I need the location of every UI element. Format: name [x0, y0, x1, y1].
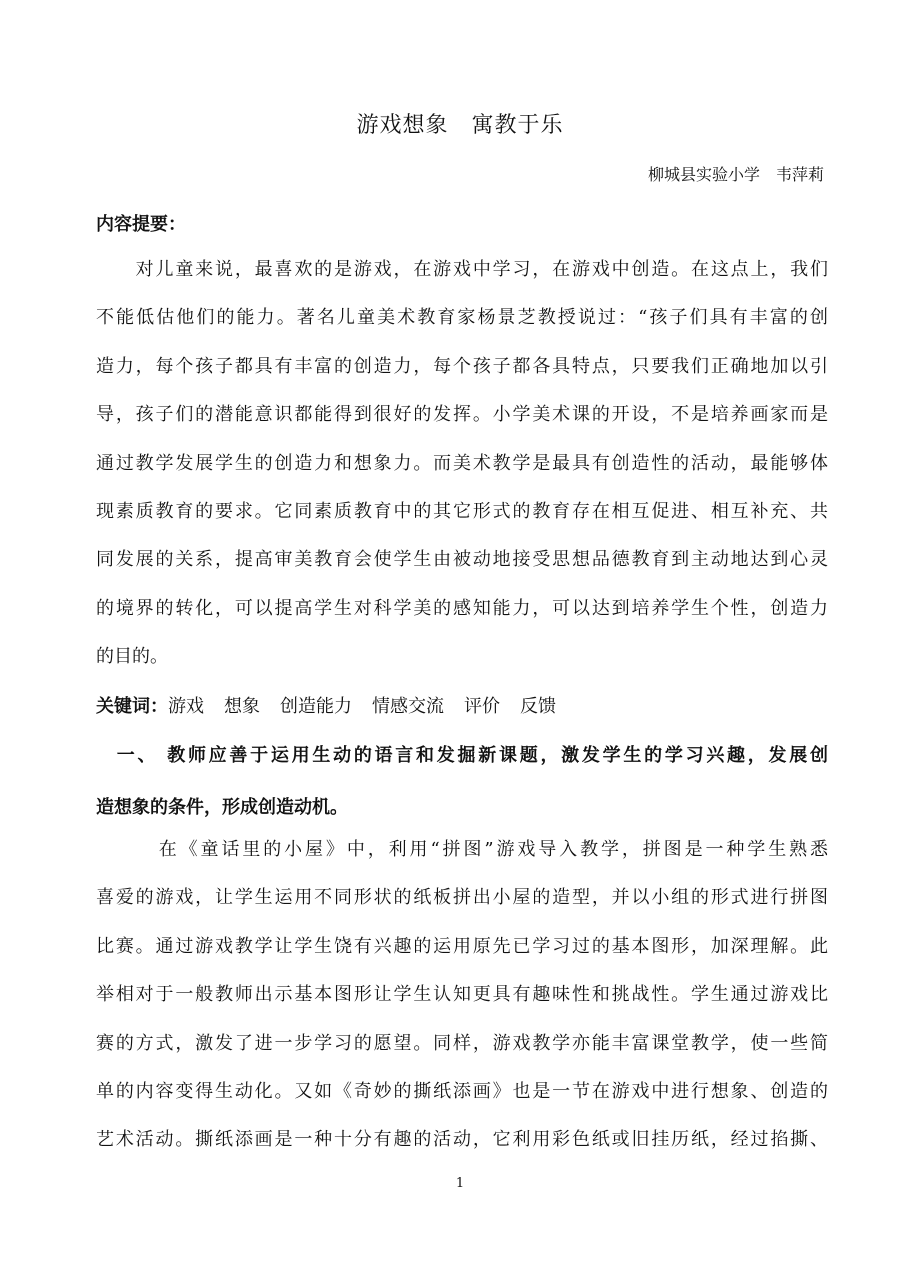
- abstract-heading: 内容提要：: [96, 214, 186, 235]
- section-heading: [96, 730, 828, 834]
- section-heading-line: 一、 教师应善于运用生动的语言和发掘新课题，激发学生的学习兴趣，发展创: [96, 745, 828, 766]
- abstract-line: 不能低估他们的能力。著名儿童美术教育家杨景芝教授说过：“孩子们具有丰富的创: [96, 307, 828, 329]
- abstract-line: 导，孩子们的潜能意识都能得到很好的发挥。小学美术课的开设，不是培养画家而是: [96, 404, 828, 426]
- author-line: 柳城县实验小学 韦萍莉: [647, 165, 824, 184]
- body-line: 单的内容变得生动化。又如《奇妙的撕纸添画》也是一节在游戏中进行想象、创造的: [96, 1080, 828, 1102]
- keyword: 想象: [224, 696, 260, 717]
- keyword: 情感交流: [372, 696, 444, 717]
- abstract-line: 的目的。: [96, 646, 168, 668]
- page-number: 1: [455, 1176, 465, 1191]
- abstract-line: 对儿童来说，最喜欢的是游戏，在游戏中学习，在游戏中创造。在这点上，我们: [96, 259, 828, 280]
- body-line: 举相对于一般教师出示基本图形让学生认知更具有趣味性和挑战性。学生通过游戏比: [96, 984, 828, 1006]
- body-line: 喜爱的游戏，让学生运用不同形状的纸板拼出小屋的造型，并以小组的形式进行拼图: [96, 887, 828, 909]
- body-line: 赛的方式，激发了进一步学习的愿望。同样，游戏教学亦能丰富课堂教学，使一些简: [96, 1032, 828, 1054]
- abstract-paragraph: [96, 246, 828, 682]
- keyword: 评价: [464, 696, 500, 717]
- keywords-label: 关键词：: [96, 696, 168, 717]
- keyword: 反馈: [520, 696, 556, 717]
- keyword: 游戏: [168, 696, 204, 717]
- abstract-line: 现素质教育的要求。它同素质教育中的其它形式的教育存在相互促进、相互补充、共: [96, 500, 828, 522]
- document-title: 游戏想象 寓教于乐: [356, 113, 564, 138]
- keywords-line: [96, 692, 576, 718]
- section-heading-line: 造想象的条件，形成创造动机。: [96, 797, 348, 818]
- body-line: 在《童话里的小屋》中，利用“拼图”游戏导入教学，拼图是一种学生熟悉: [96, 839, 828, 860]
- abstract-line: 的境界的转化，可以提高学生对科学美的感知能力，可以达到培养学生个性，创造力: [96, 597, 828, 619]
- keyword: 创造能力: [280, 696, 352, 717]
- body-line: 比赛。通过游戏教学让学生饶有兴趣的运用原先已学习过的基本图形，加深理解。此: [96, 935, 828, 957]
- abstract-line: 造力，每个孩子都具有丰富的创造力，每个孩子都各具特点，只要我们正确地加以引: [96, 355, 828, 377]
- abstract-line: 通过教学发展学生的创造力和想象力。而美术教学是最具有创造性的活动，最能够体: [96, 452, 828, 474]
- abstract-line: 同发展的关系，提高审美教育会使学生由被动地接受思想品德教育到主动地达到心灵: [96, 549, 828, 571]
- body-line: 艺术活动。撕纸添画是一种十分有趣的活动，它利用彩色纸或旧挂历纸，经过掐撕、: [96, 1129, 828, 1151]
- body-paragraph: [96, 826, 828, 1165]
